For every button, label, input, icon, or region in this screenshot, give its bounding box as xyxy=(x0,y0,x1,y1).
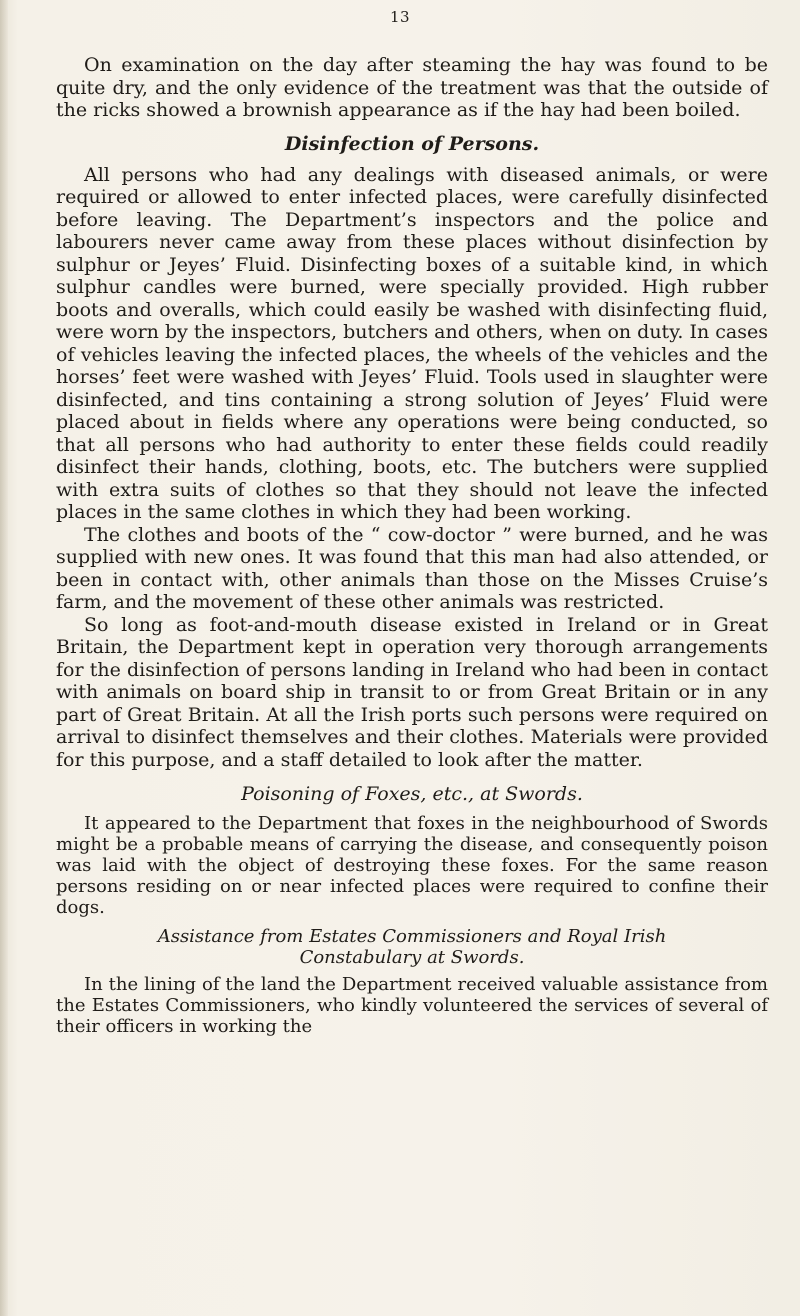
paragraph-disinfection-procedures: All persons who had any dealings with diseased animals, or were required or allowed to enter infected places, were carefully disinfected before leaving. The Department’s inspectors and the police and labourers never came away from these places without disinfection by sulphur or Jeyes’ Fluid. Disinfecting boxes of a suitable kind, in which sulphur candles were burned, were specially provided. High rubber boots and overalls, which could easily be washed with disinfecting fluid, were worn by the inspectors, butchers and others, when on duty. In cases of vehicles leaving the infected places, the wheels of the vehicles and the horses’ feet were washed with Jeyes’ Fluid. Tools used in slaughter were disinfected, and tins containing a strong solution of Jeyes’ Fluid were placed about in fields where any operations were being conducted, so that all persons who had authority to enter these fields could readily disinfect their hands, clothing, boots, etc. The butchers were supplied with extra suits of clothes so that they should not leave the infected places in the same clothes in which they had been working. xyxy=(56,163,768,523)
paragraph-ports-disinfection: So long as foot-and-mouth disease existed in Ireland or in Great Britain, the Department kept in operation very thorough arrangements for the disinfection of persons landing in Ireland who had been in contact with animals on board ship in transit to or from Great Britain or in any part of Great Britain. At all the Irish ports such persons were required on arrival to disinfect themselves and their clothes. Materials were provided for this purpose, and a staff detailed to look after the matter. xyxy=(56,613,768,771)
page-binding-edge xyxy=(0,0,8,1316)
heading-assistance: Assistance from Estates Commissioners and Royal Irish Constabulary at Swords. xyxy=(157,926,667,968)
paragraph-foxes: It appeared to the Department that foxes in the neighbourhood of Swords might be a probable means of carrying the disease, and consequently poison was laid with the object of destroying these foxes. For the same reason persons residing on or near infected places were required to confine their dogs. xyxy=(56,813,768,918)
small-print-section xyxy=(56,813,768,1037)
heading-poisoning-of-foxes: Poisoning of Foxes, etc., at Swords. xyxy=(241,783,583,805)
page-number: 13 xyxy=(389,8,411,26)
paragraph-cow-doctor: The clothes and boots of the “ cow-doctor ” were burned, and he was supplied with new ones. It was found that this man had also attended, or been in contact with, other animals than those on the Misses Cruise’s farm, and the movement of these other animals was restricted. xyxy=(56,523,768,613)
heading-disinfection-of-persons: Disinfection of Persons. xyxy=(284,132,540,155)
paragraph-assistance: In the lining of the land the Department received valuable assistance from the Estates Commissioners, who kindly volunteered the services of several of their officers in working the xyxy=(56,974,768,1037)
paragraph-hay-examination: On examination on the day after steaming the hay was found to be quite dry, and the only evidence of the treatment was that the outside of the ricks showed a brownish appearance as if the hay had been boiled. xyxy=(56,54,768,121)
page-body xyxy=(56,54,768,1037)
